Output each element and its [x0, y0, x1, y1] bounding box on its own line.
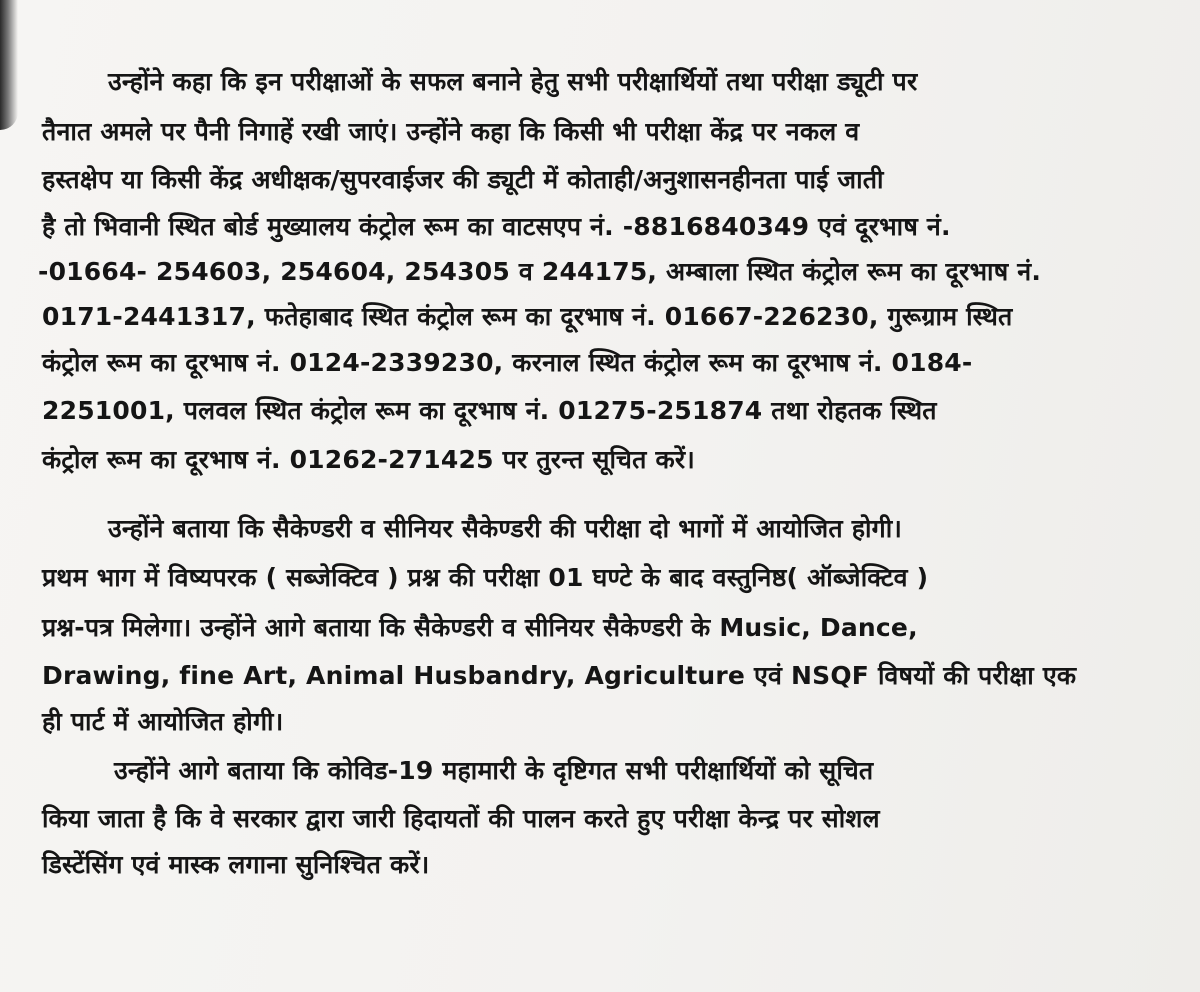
paragraph-1-line-1: उन्होंने कहा कि इन परीक्षाओं के सफल बनाने हेतु सभी परीक्षार्थियों तथा परीक्षा ड्यूटी पर [108, 67, 918, 96]
paragraph-1-line-5: -01664- 254603, 254604, 254305 व 244175, अम्बाला स्थित कंट्रोल रूम का दूरभाष नं. [38, 257, 1042, 286]
paragraph-2-line-2: प्रथम भाग में विष्यपरक ( सब्जेक्टिव ) प्रश्न की परीक्षा 01 घण्टे के बाद वस्तुनिष्ठ( ऑब्जेक्टिव ) [42, 563, 929, 592]
paragraph-2-line-1: उन्होंने बताया कि सैकेण्डरी व सीनियर सैकेण्डरी की परीक्षा दो भागों में आयोजित होगी। [108, 514, 903, 543]
paragraph-1-line-2: तैनात अमले पर पैनी निगाहें रखी जाएं। उन्होंने कहा कि किसी भी परीक्षा केंद्र पर नकल व [42, 117, 860, 146]
paragraph-1-line-4: है तो भिवानी स्थित बोर्ड मुख्यालय कंट्रोल रूम का वाटसएप नं. -8816840349 एवं दूरभाष नं. [42, 212, 951, 241]
paragraph-1-line-3: हस्तक्षेप या किसी केंद्र अधीक्षक/सुपरवाईजर की ड्यूटी में कोताही/अनुशासनहीनता पाई जाती [42, 165, 884, 194]
paragraph-2-line-5: ही पार्ट में आयोजित होगी। [42, 707, 284, 736]
paragraph-1-line-9: कंट्रोल रूम का दूरभाष नं. 01262-271425 पर तुरन्त सूचित करें। [42, 445, 695, 474]
paragraph-3-line-1: उन्होंने आगे बताया कि कोविड-19 महामारी के दृष्टिगत सभी परीक्षार्थियों को सूचित [114, 756, 874, 785]
paragraph-2-line-4: Drawing, fine Art, Animal Husbandry, Agriculture एवं NSQF विषयों की परीक्षा एक [42, 661, 1077, 690]
paragraph-3-line-3: डिस्टेंसिंग एवं मास्क लगाना सुनिश्चित करें। [42, 850, 430, 879]
paragraph-3-line-2: किया जाता है कि वे सरकार द्वारा जारी हिदायतों की पालन करते हुए परीक्षा केन्द्र पर सोशल [42, 804, 880, 833]
paragraph-1-line-8: 2251001, पलवल स्थित कंट्रोल रूम का दूरभाष नं. 01275-251874 तथा रोहतक स्थित [42, 396, 937, 425]
paragraph-1-line-6: 0171-2441317, फतेहाबाद स्थित कंट्रोल रूम का दूरभाष नं. 01667-226230, गुरूग्राम स्थित [42, 302, 1013, 331]
paragraph-1-line-7: कंट्रोल रूम का दूरभाष नं. 0124-2339230, करनाल स्थित कंट्रोल रूम का दूरभाष नं. 0184- [42, 348, 973, 377]
paragraph-2-line-3: प्रश्न-पत्र मिलेगा। उन्होंने आगे बताया कि सैकेण्डरी व सीनियर सैकेण्डरी के Music, Dance, [42, 613, 918, 642]
